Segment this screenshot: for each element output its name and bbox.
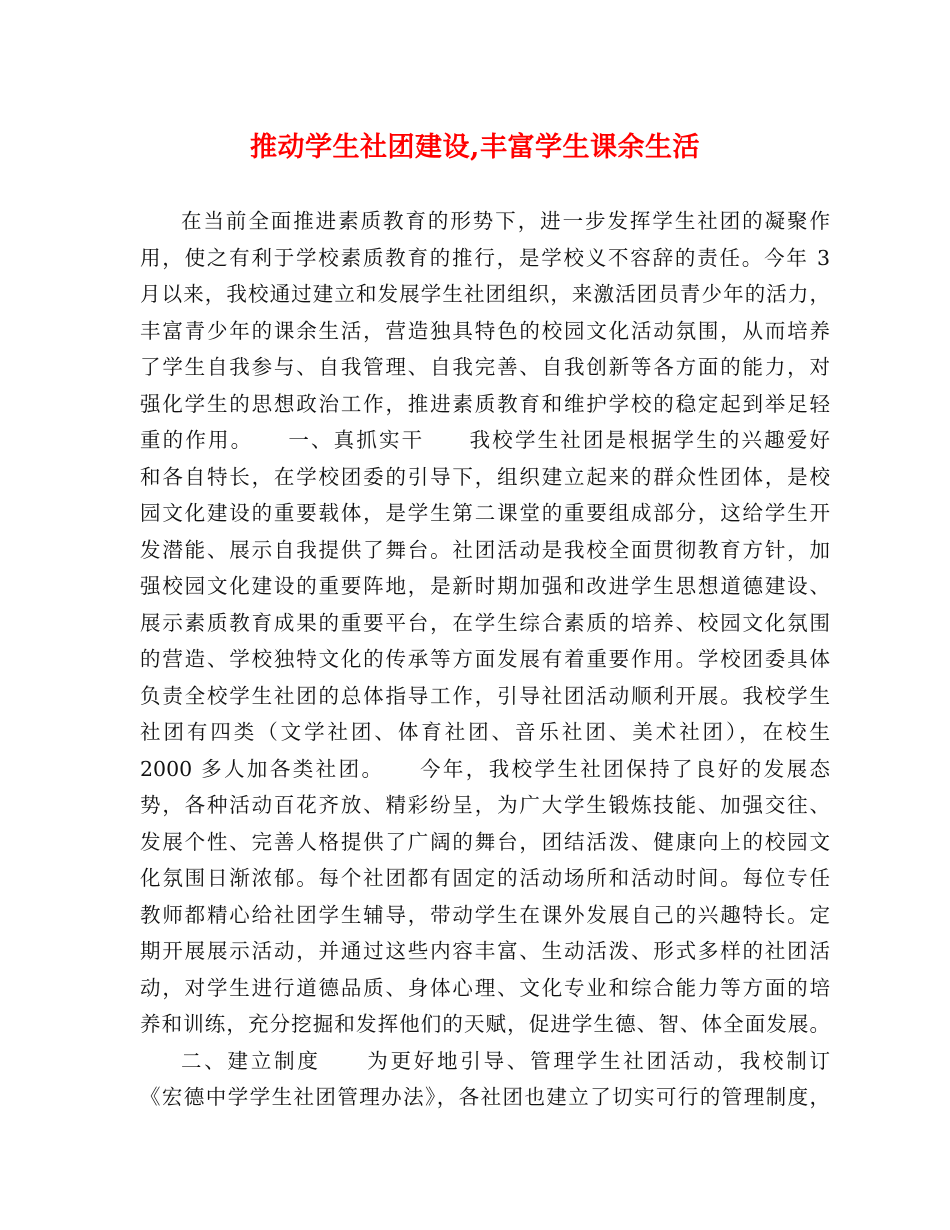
text-line: 期开展展示活动，并通过这些内容丰富、生动活泼、形式多样的社团活 [140, 939, 830, 963]
text-line: 丰富青少年的课余生活，营造独具特色的校园文化活动氛围，从而培养 [140, 318, 830, 343]
text-line: 用，使之有利于学校素质教育的推行，是学校义不容辞的责任。今年 3 [140, 245, 830, 270]
text-line: 月以来，我校通过建立和发展学生社团组织，来激活团员青少年的活力， [140, 282, 830, 306]
text-line: 强校园文化建设的重要阵地，是新时期加强和改进学生思想道德建设、 [140, 574, 830, 598]
text-line: 和各自特长，在学校团委的引导下，组织建立起来的群众性团体，是校 [140, 464, 830, 489]
text-line: 发潜能、展示自我提供了舞台。社团活动是我校全面贯彻教育方针，加 [140, 537, 830, 562]
text-line: 的营造、学校独特文化的传承等方面发展有着重要作用。学校团委具体 [140, 647, 830, 671]
text-line: 养和训练，充分挖掘和发挥他们的天赋，促进学生德、智、体全面发展。 [140, 1012, 830, 1036]
document-title: 推动学生社团建设,丰富学生课余生活 [250, 132, 700, 163]
text-line: 发展个性、完善人格提供了广阔的舞台，团结活泼、健康向上的校园文 [140, 829, 830, 854]
text-line: 社团有四类（文学社团、体育社团、音乐社团、美术社团），在校生 [140, 720, 830, 744]
text-line: 在当前全面推进素质教育的形势下，进一步发挥学生社团的凝聚作 [181, 209, 830, 233]
text-line: 重的作用。 一、真抓实干 我校学生社团是根据学生的兴趣爱好 [140, 428, 830, 452]
text-line: 了学生自我参与、自我管理、自我完善、自我创新等各方面的能力，对 [140, 355, 830, 379]
text-line: 强化学生的思想政治工作，推进素质教育和维护学校的稳定起到举足轻 [140, 391, 830, 416]
text-line: 《宏德中学学生社团管理办法》，各社团也建立了切实可行的管理制度， [140, 1085, 830, 1109]
text-line: 二、建立制度 为更好地引导、管理学生社团活动，我校制订 [181, 1048, 830, 1073]
text-line: 化氛围日渐浓郁。每个社团都有固定的活动场所和活动时间。每位专任 [140, 866, 830, 890]
text-line: 负责全校学生社团的总体指导工作，引导社团活动顺利开展。我校学生 [140, 683, 830, 708]
text-line: 展示素质教育成果的重要平台，在学生综合素质的培养、校园文化氛围 [140, 610, 830, 635]
text-line: 园文化建设的重要载体，是学生第二课堂的重要组成部分，这给学生开 [140, 501, 830, 525]
document-body [140, 203, 830, 1116]
text-line: 动，对学生进行道德品质、身体心理、文化专业和综合能力等方面的培 [140, 975, 830, 1000]
text-line: 教师都精心给社团学生辅导，带动学生在课外发展自己的兴趣特长。定 [140, 902, 830, 927]
text-line: 势，各种活动百花齐放、精彩纷呈，为广大学生锻炼技能、加强交往、 [140, 793, 830, 817]
text-line: 2000 多人加各类社团。 今年，我校学生社团保持了良好的发展态 [140, 756, 830, 781]
